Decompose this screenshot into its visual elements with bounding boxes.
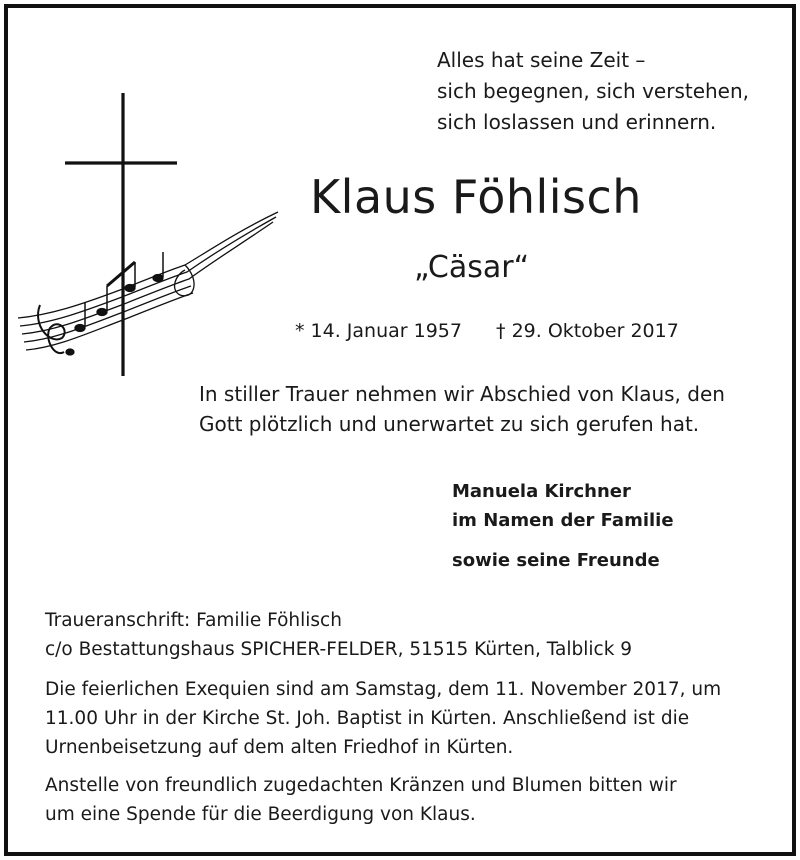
signature-family: im Namen der Familie [452, 510, 674, 531]
poem-line: sich begegnen, sich verstehen, [437, 79, 750, 103]
address-line: c/o Bestattungshaus SPICHER-FELDER, 51515 Kürten, Talblick 9 [45, 639, 633, 660]
life-dates [295, 320, 707, 342]
donation-line: Anstelle von freundlich zugedachten Kränzen und Blumen bitten wir [45, 775, 677, 796]
donation-line: um eine Spende für die Beerdigung von Klaus. [45, 804, 476, 825]
service-line: 11.00 Uhr in der Kirche St. Joh. Baptist in Kürten. Anschließend ist die [45, 708, 690, 729]
mourning-address [45, 606, 632, 664]
signature-friends: sowie seine Freunde [452, 550, 660, 571]
cross-and-music-illustration [10, 90, 290, 390]
music-staff-icon [18, 212, 278, 355]
cross-icon [65, 93, 177, 376]
service-line: Die feierlichen Exequien sind am Samstag, dem 11. November 2017, um [45, 679, 722, 700]
service-line: Urnenbeisetzung auf dem alten Friedhof in Kürten. [45, 737, 514, 758]
announcement-line: In stiller Trauer nehmen wir Abschied von Klaus, den [199, 382, 725, 406]
poem-line: Alles hat seine Zeit – [437, 48, 646, 72]
address-line: Traueranschrift: Familie Föhlisch [45, 610, 342, 631]
funeral-service-info [45, 675, 721, 762]
birth-date: * 14. Januar 1957 [295, 320, 462, 342]
announcement-line: Gott plötzlich und unerwartet zu sich gerufen hat. [199, 412, 700, 436]
signature-name: Manuela Kirchner [452, 481, 631, 502]
poem-verse [437, 45, 777, 138]
deceased-nickname: „Cäsar“ [414, 250, 530, 285]
poem-line: sich loslassen und erinnern. [437, 110, 717, 134]
deceased-name: Klaus Föhlisch [310, 170, 642, 224]
donation-request [45, 771, 677, 829]
death-date: † 29. Oktober 2017 [496, 320, 679, 342]
mourning-announcement [199, 379, 779, 439]
